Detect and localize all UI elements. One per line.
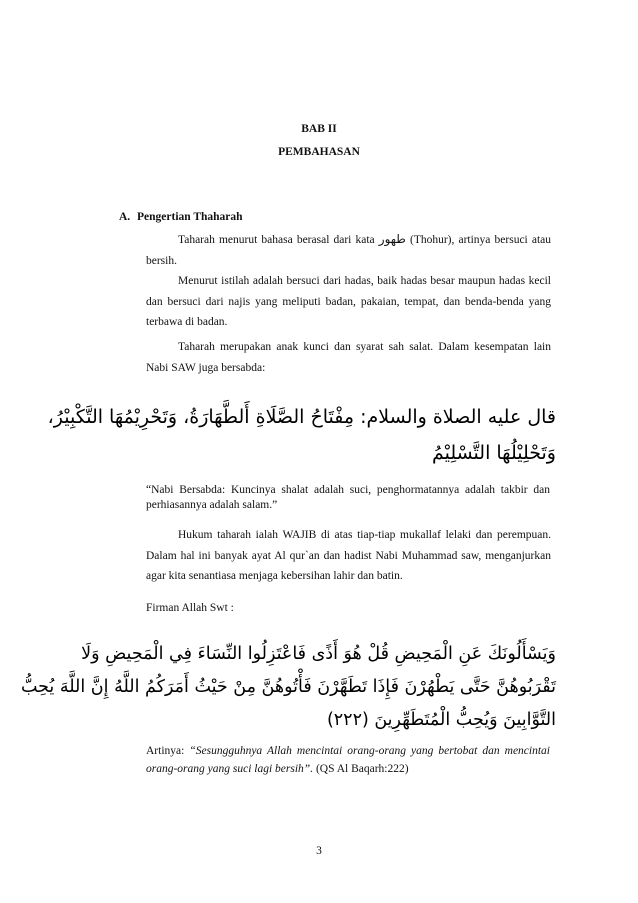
- paragraph-key-of-prayer: [119, 337, 551, 378]
- p1-text-b: (Thohur), artinya bersuci atau bersih.: [146, 234, 552, 267]
- section-number: A.: [119, 211, 131, 223]
- quran-arabic-line-3: التَّوَّابِينَ وَيُحِبُّ الْمُتَطَهِّرِينَ (٢٢٢): [326, 710, 556, 730]
- chapter-title: PEMBAHASAN: [278, 146, 360, 158]
- quran-translation: [146, 743, 550, 778]
- paragraph-definition-language: [119, 229, 551, 271]
- firman-label: Firman Allah Swt :: [146, 602, 234, 614]
- section-heading: [119, 211, 243, 223]
- quran-translation-label: Artinya:: [146, 745, 185, 757]
- hadith-arabic: [47, 399, 556, 471]
- hadith-arabic-line-1: قال عليه الصلاة والسلام: مِفْتَاحُ الصَّلَاةِ أَلطَّهَارَةُ، وَتَحْرِيْمُهَا التَّكْبِيْرُ،: [47, 406, 556, 428]
- quran-arabic-line-1: وَيَسْأَلُونَكَ عَنِ الْمَحِيضِ قُلْ هُوَ أَذًى فَاعْتَزِلُوا النِّسَاءَ فِي الْمَحِيضِ وَلَا: [81, 644, 556, 664]
- quran-translation-text: “Sesungguhnya Allah mencintai orang-orang yang bertobat dan mencintai orang-orang yang suci lagi bersih”.: [146, 745, 551, 775]
- quran-arabic-line-2: تَقْرَبُوهُنَّ حَتَّى يَطْهُرْنَ فَإِذَا تَطَهَّرْنَ فَأْتُوهُنَّ مِنْ حَيْثُ أَمَرَكُمُ اللَّهُ إِنَّ اللَّهَ يُحِبُّ: [20, 677, 556, 697]
- p1-text-a: Taharah menurut bahasa berasal dari kata: [178, 234, 375, 246]
- section-title: Pengertian Thaharah: [137, 211, 243, 223]
- p4-text: Hukum taharah ialah WAJIB di atas tiap-tiap mukallaf lelaki dan perempuan. Dalam hal ini banyak ayat Al qur`an dan hadist Nabi Muhammad saw, menganjurkan agar kita senantiasa menjaga kebersihan lahir dan batin.: [146, 529, 551, 583]
- hadith-arabic-line-2: وَتَحْلِيْلُهَا التَّسْلِيْمُ: [431, 442, 556, 464]
- p2-text: Menurut istilah adalah bersuci dari hadas, baik hadas besar maupun hadas kecil dan bersuci dari najis yang meliputi badan, pakaian, tempat, dan benda-benda yang terbawa di badan.: [146, 275, 551, 329]
- p3-text: Taharah merupakan anak kunci dan syarat sah salat. Dalam kesempatan lain Nabi SAW juga bersabda:: [146, 341, 551, 374]
- quran-translation-source: (QS Al Baqarh:222): [315, 762, 409, 775]
- p1-arabic-word: طهور: [378, 232, 406, 246]
- chapter-label: BAB II: [301, 123, 337, 135]
- page-number: 3: [316, 845, 322, 857]
- paragraph-ruling: [119, 525, 551, 587]
- paragraph-definition-term: [119, 271, 551, 333]
- quran-verse-arabic: [20, 638, 556, 737]
- hadith-translation: “Nabi Bersabda: Kuncinya shalat adalah suci, penghormatannya adalah takbir dan perhiasannya adalah salam.”: [146, 484, 550, 511]
